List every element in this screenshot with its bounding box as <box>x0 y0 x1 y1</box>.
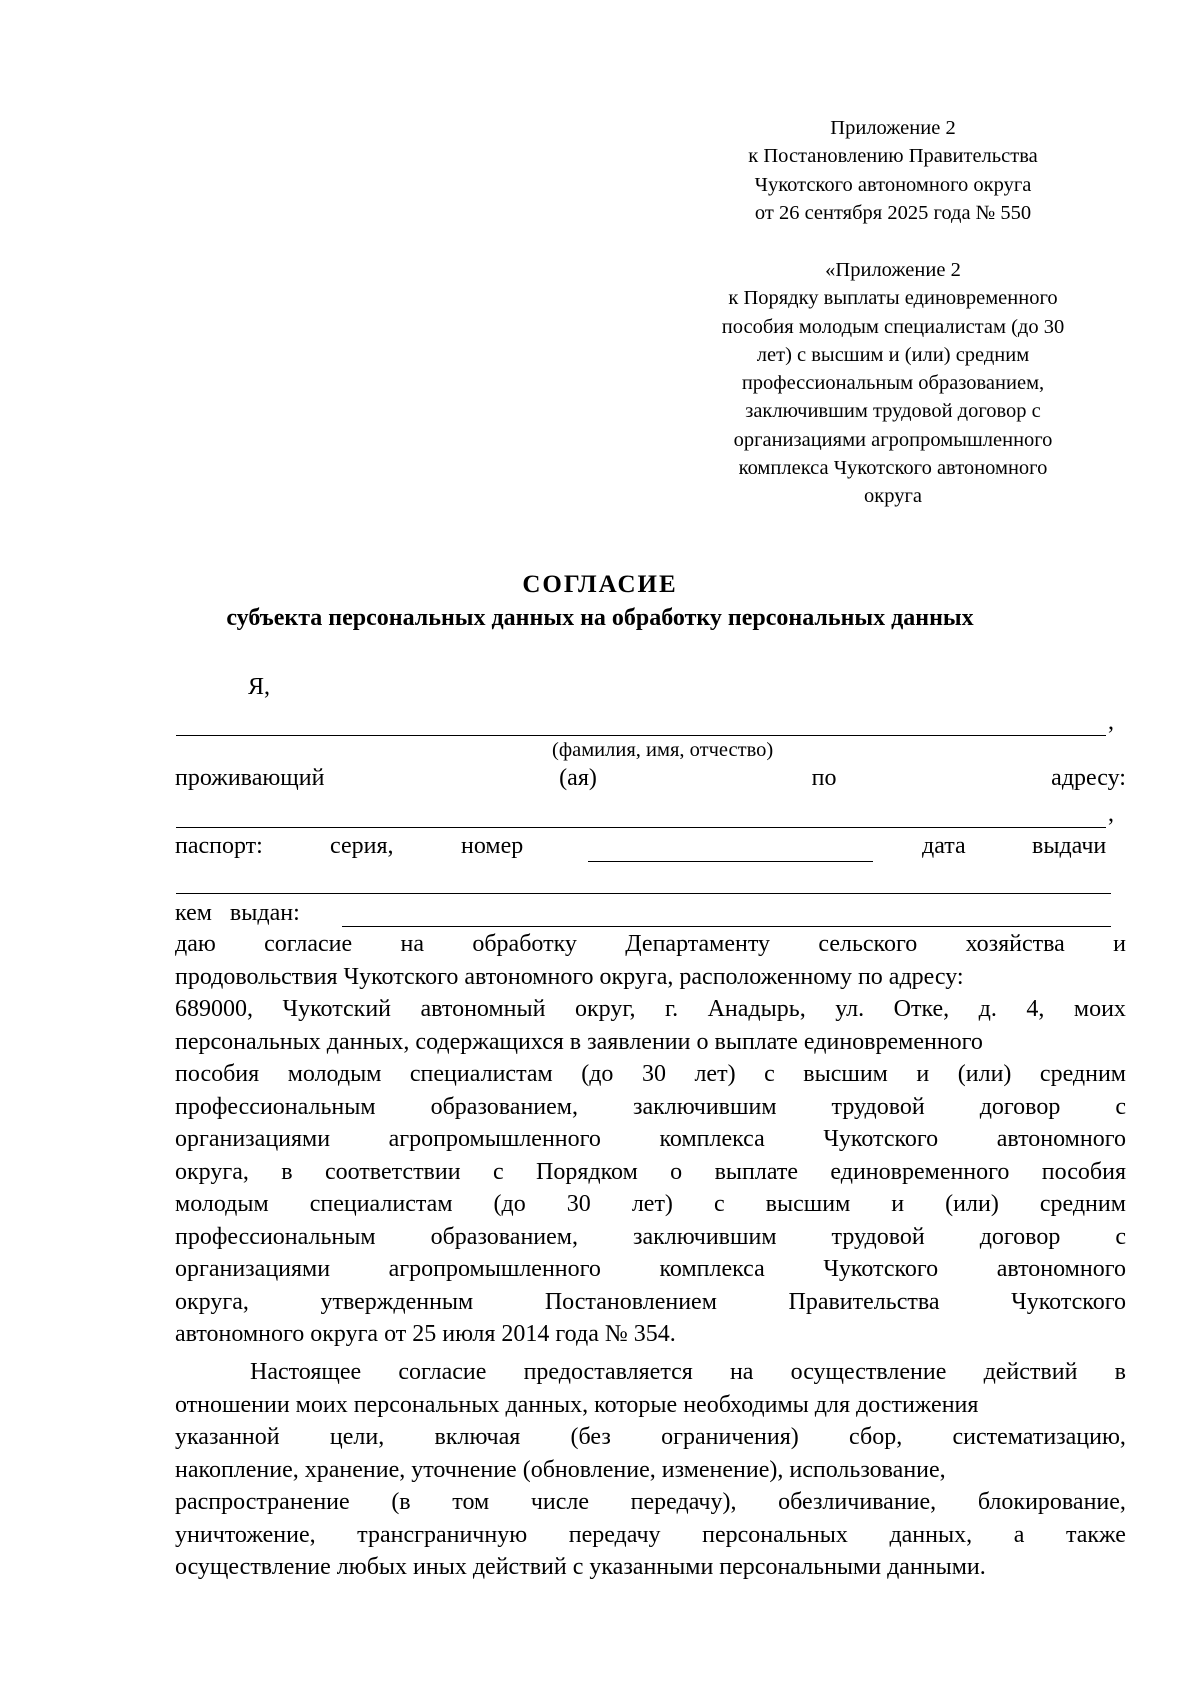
residing-word: адресу: <box>1051 765 1126 791</box>
paragraph-word: автономного <box>996 1126 1126 1152</box>
fio-comma: , <box>1108 709 1114 735</box>
paragraph-word: трудовой <box>831 1093 925 1120</box>
paragraph-word: отношении моих персональных данных, которые необходимы для достижения <box>175 1391 979 1418</box>
residing-word: проживающий <box>175 765 325 791</box>
paragraph-word: предоставляется <box>523 1359 693 1385</box>
paragraph-word: и <box>891 1191 905 1217</box>
paragraph-word: а <box>1013 1521 1025 1548</box>
paragraph-word: распространение <box>175 1489 350 1515</box>
paragraph-word: осуществление любых иных действий с указанными персональными данными. <box>175 1554 986 1580</box>
appendix-header-line: Приложение 2 <box>830 117 956 139</box>
paragraph-word: систематизацию, <box>952 1424 1126 1450</box>
paragraph-word: комплекса <box>659 1126 765 1152</box>
paragraph-word: агропромышленного <box>388 1126 601 1152</box>
paragraph-word: высшим <box>803 1061 888 1087</box>
document-subtitle: субъекта персональных данных на обработку персональных данных <box>226 605 974 631</box>
paragraph-word: Департаменту <box>625 931 771 957</box>
paragraph-word: образованием, <box>430 1223 578 1250</box>
paragraph-word: высшим <box>765 1191 851 1217</box>
paragraph-word: персональных данных, содержащихся в заявлении о выплате единовременного <box>175 1028 983 1055</box>
paragraph-word: числе <box>530 1489 590 1515</box>
paragraph-word: Чукотского <box>823 1126 939 1152</box>
passport-number-field-line[interactable] <box>588 861 873 862</box>
paragraph-word: округ, <box>574 996 636 1022</box>
paragraph-word: образованием, <box>430 1093 578 1120</box>
consent-paragraph-1 <box>175 928 1126 1351</box>
paragraph-word: уничтожение, <box>175 1521 316 1548</box>
paragraph-line <box>175 1454 1126 1487</box>
paragraph-word: с <box>1115 1093 1126 1120</box>
appendix-header-line: к Постановлению Правительства <box>748 145 1038 168</box>
paragraph-line <box>175 993 1126 1026</box>
paragraph-word: молодым <box>175 1191 269 1217</box>
paragraph-word: автономного <box>996 1256 1126 1282</box>
paragraph-word: комплекса <box>659 1256 765 1282</box>
paragraph-word: том <box>452 1489 490 1515</box>
paragraph-word: обработку <box>472 931 577 957</box>
appendix-header-line: от 26 сентября 2025 года № 550 <box>754 201 1032 224</box>
paragraph-word: сбор, <box>849 1424 903 1450</box>
paragraph-word: Постановлением <box>544 1288 717 1315</box>
paragraph-word: профессиональным <box>175 1223 376 1250</box>
paragraph-word: моих <box>1073 996 1126 1022</box>
paragraph-word: 4, <box>1026 996 1045 1022</box>
paragraph-word: лет) <box>631 1191 673 1217</box>
paragraph-word: (в <box>391 1489 411 1515</box>
appendix-order-line: лет) с высшим и (или) средним <box>756 343 1030 366</box>
paragraph-word: указанной <box>175 1424 280 1450</box>
paragraph-word: Порядком <box>536 1158 638 1185</box>
paragraph-word: накопление, хранение, уточнение (обновление, изменение), использование, <box>175 1456 946 1483</box>
paragraph-line <box>175 928 1126 961</box>
paragraph-line <box>175 1389 1126 1422</box>
document-title: СОГЛАСИЕ <box>522 571 678 598</box>
paragraph-word: (или) <box>957 1061 1012 1087</box>
number-label: номер <box>461 833 524 859</box>
paragraph-line <box>175 1026 1126 1059</box>
paragraph-word: соответствии <box>324 1158 461 1185</box>
paragraph-word: цели, <box>329 1424 385 1450</box>
paragraph-word: Настоящее <box>250 1359 362 1385</box>
appendix-order-line: округа <box>864 485 922 508</box>
paragraph-word: на <box>400 931 425 957</box>
paragraph-word: профессиональным <box>175 1093 376 1120</box>
fio-field-line[interactable] <box>176 735 1106 736</box>
paragraph-line <box>175 1421 1126 1454</box>
address-field-line[interactable] <box>176 827 1106 828</box>
appendix-order-line: профессиональным образованием, <box>741 372 1045 395</box>
appendix-order-line: заключившим трудовой договор с <box>745 400 1041 423</box>
paragraph-word: (без <box>570 1424 611 1450</box>
paragraph-word: трудовой <box>831 1223 925 1250</box>
paragraph-word: Чукотский <box>282 996 392 1022</box>
paragraph-line <box>175 1551 1126 1584</box>
paragraph-word: данных, <box>889 1521 973 1548</box>
paragraph-word: и <box>1113 931 1126 957</box>
paragraph-line <box>175 1123 1126 1156</box>
paragraph-line <box>175 1091 1126 1124</box>
paragraph-word: округа, <box>175 1158 249 1185</box>
paragraph-word: с <box>713 1191 725 1217</box>
appendix-header-line: Чукотского автономного округа <box>754 173 1032 196</box>
paragraph-line <box>175 1156 1126 1189</box>
paragraph-word: д. <box>978 996 997 1022</box>
paragraph-word: выплате <box>714 1158 799 1185</box>
fio-caption: (фамилия, имя, отчество) <box>552 739 774 761</box>
paragraph-word: Чукотского <box>1011 1288 1126 1315</box>
paragraph-word: хозяйства <box>965 931 1065 957</box>
paragraph-word: ул. <box>835 996 865 1022</box>
appendix-order-line: к Порядку выплаты единовременного <box>728 287 1058 310</box>
paragraph-word: передачу <box>568 1521 661 1548</box>
paragraph-word: ограничения) <box>661 1424 799 1450</box>
appendix-order-line: «Приложение 2 <box>825 259 961 281</box>
paragraph-word: 689000, <box>175 996 253 1022</box>
paragraph-word: организациями <box>175 1256 331 1282</box>
paragraph-word: в <box>1114 1359 1126 1385</box>
paragraph-word: о <box>670 1158 683 1185</box>
paragraph-word: 30 <box>641 1061 666 1087</box>
passport-label: паспорт: <box>175 833 263 859</box>
paragraph-word: средним <box>1039 1061 1126 1087</box>
issue-date-word: дата <box>922 833 966 859</box>
paragraph-word: с <box>1115 1223 1126 1250</box>
paragraph-word: автономного округа от 25 июля 2014 года № 354. <box>175 1321 676 1347</box>
paragraph-line <box>175 1486 1126 1519</box>
series-label: серия, <box>330 833 394 859</box>
paragraph-word: договор <box>979 1223 1061 1250</box>
paragraph-word: персональных <box>702 1521 848 1548</box>
paragraph-word: на <box>729 1359 754 1385</box>
paragraph-line <box>175 1188 1126 1221</box>
paragraph-word: действий <box>983 1359 1078 1385</box>
paragraph-word: пособия <box>175 1061 260 1087</box>
paragraph-word: обезличивание, <box>778 1489 937 1515</box>
paragraph-word: договор <box>979 1093 1061 1120</box>
issued-by-label: кем выдан: <box>175 900 300 926</box>
paragraph-word: автономный <box>420 996 546 1022</box>
appendix-order-line: пособия молодым специалистам (до 30 <box>721 315 1065 338</box>
paragraph-word: пособия <box>1041 1158 1126 1185</box>
paragraph-word: специалистам <box>409 1061 553 1087</box>
paragraph-word: единовременного <box>830 1158 1010 1185</box>
issued-by-field-line[interactable] <box>342 926 1111 927</box>
paragraph-word: специалистам <box>309 1191 453 1217</box>
paragraph-word: 30 <box>566 1191 591 1217</box>
residing-word: по <box>811 765 837 791</box>
paragraph-word: сельского <box>818 931 918 957</box>
paragraph-line <box>175 1318 1126 1351</box>
paragraph-word: организациями <box>175 1126 331 1152</box>
paragraph-word: Отке, <box>893 996 950 1022</box>
paragraph-word: даю <box>175 931 216 957</box>
paragraph-word: и <box>916 1061 930 1087</box>
paragraph-word: включая <box>434 1424 521 1450</box>
paragraph-word: Правительства <box>788 1288 940 1315</box>
paragraph-word: средним <box>1039 1191 1126 1217</box>
paragraph-word: также <box>1065 1521 1126 1548</box>
paragraph-word: округа, <box>175 1288 249 1315</box>
issue-date-word: выдачи <box>1032 833 1107 859</box>
paragraph-word: с <box>764 1061 775 1087</box>
paragraph-line <box>175 1221 1126 1254</box>
paragraph-word: Анадырь, <box>707 996 806 1022</box>
issue-date-field-line[interactable] <box>176 893 1111 894</box>
paragraph-word: заключившим <box>632 1223 777 1250</box>
paragraph-line <box>175 1519 1126 1552</box>
paragraph-line <box>175 1286 1126 1319</box>
paragraph-word: агропромышленного <box>388 1256 601 1282</box>
consent-paragraph-2 <box>175 1356 1126 1584</box>
paragraph-word: (до <box>581 1061 614 1087</box>
paragraph-word: продовольствия Чукотского автономного округа, расположенному по адресу: <box>175 963 964 990</box>
paragraph-word: (или) <box>945 1191 999 1217</box>
paragraph-word: Чукотского <box>823 1256 939 1282</box>
paragraph-word: с <box>492 1158 504 1185</box>
paragraph-word: г. <box>664 996 679 1022</box>
paragraph-word: в <box>281 1158 293 1185</box>
paragraph-word: заключившим <box>632 1093 777 1120</box>
paragraph-word: (до <box>493 1191 526 1217</box>
appendix-order-line: организациями агропромышленного <box>733 428 1053 451</box>
paragraph-line <box>175 961 1126 994</box>
paragraph-word: утвержденным <box>320 1288 474 1315</box>
i-label: Я, <box>248 674 271 700</box>
appendix-to-order <box>688 256 1098 511</box>
residing-line <box>175 765 1126 798</box>
paragraph-word: блокирование, <box>977 1489 1126 1515</box>
paragraph-word: трансграничную <box>357 1521 528 1548</box>
address-comma: , <box>1108 801 1114 827</box>
paragraph-word: молодым <box>287 1061 382 1087</box>
paragraph-line <box>175 1058 1126 1091</box>
paragraph-word: согласие <box>398 1359 487 1385</box>
paragraph-word: передачу), <box>630 1489 737 1515</box>
paragraph-word: осуществление <box>790 1359 947 1385</box>
appendix-order-line: комплекса Чукотского автономного <box>738 457 1048 480</box>
paragraph-word: согласие <box>264 931 353 957</box>
paragraph-word: лет) <box>694 1061 736 1087</box>
paragraph-line <box>175 1356 1126 1389</box>
paragraph-line <box>175 1253 1126 1286</box>
appendix-header <box>688 114 1098 227</box>
residing-word: (ая) <box>559 765 597 791</box>
